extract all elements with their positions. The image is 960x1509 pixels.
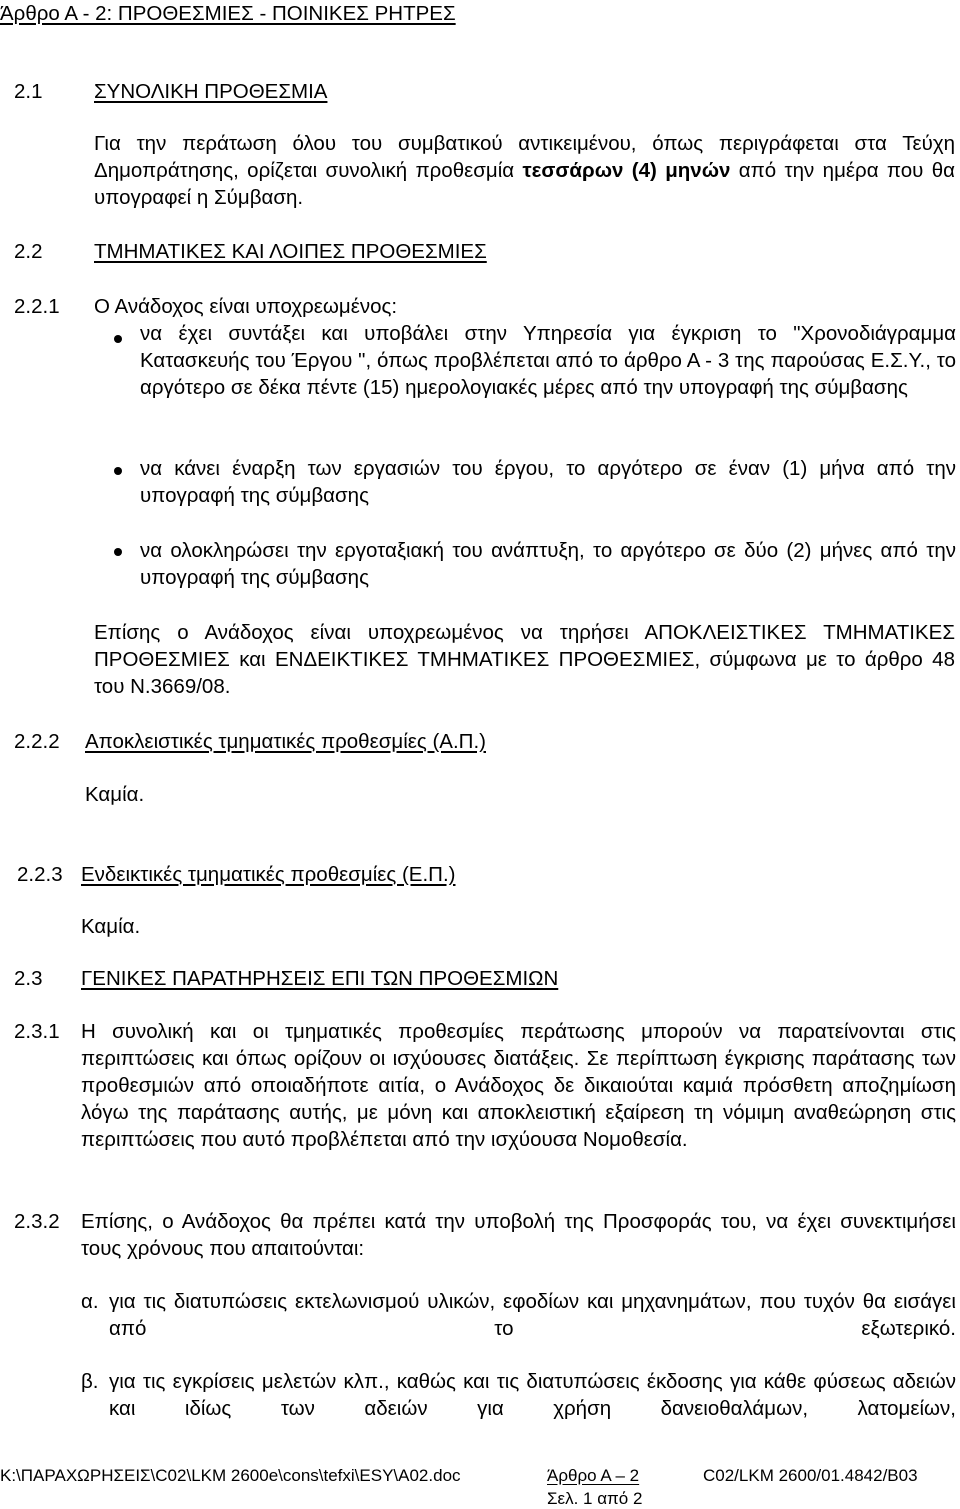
section-2-2-3-value: Καμία. [81,915,141,938]
section-2-1-paragraph [94,130,955,211]
section-2-3-number: 2.3 [14,967,43,990]
section-2-2-1-number: 2.2.1 [14,295,60,318]
section-2-1-heading: ΣΥΝΟΛΙΚΗ ΠΡΟΘΕΣΜΙΑ [94,80,328,103]
bullet-dot [114,467,122,475]
section-2-2-heading: ΤΜΗΜΑΤΙΚΕΣ ΚΑΙ ΛΟΙΠΕΣ ΠΡΟΘΕΣΜΙΕΣ [94,240,487,263]
section-2-1-number: 2.1 [14,80,43,103]
section-2-2-1-closing: Επίσης ο Ανάδοχος είναι υποχρεωμένος να τηρήσει ΑΠΟΚΛΕΙΣΤΙΚΕΣ ΤΜΗΜΑΤΙΚΕΣ ΠΡΟΘΕΣΜΙΕΣ και ΕΝΔΕΙΚΤΙΚΕΣ ΤΜΗΜΑΤΙΚΕΣ ΠΡΟΘΕΣΜΙΕΣ, σύμφωνα με το άρθρο 48 του Ν.3669/08. [94,621,955,698]
section-2-3-heading: ΓΕΝΙΚΕΣ ΠΑΡΑΤΗΡΗΣΕΙΣ ΕΠΙ ΤΩΝ ΠΡΟΘΕΣΜΙΩΝ [81,967,559,990]
section-2-2-2-heading: Αποκλειστικές τμηματικές προθεσμίες (Α.Π.) [85,730,486,753]
page-header-title: Άρθρο Α - 2: ΠΡΟΘΕΣΜΙΕΣ - ΠΟΙΝΙΚΕΣ ΡΗΤΡΕΣ [0,2,456,25]
section-2-2-3-number: 2.2.3 [17,863,63,886]
section-2-1-text-b: από την ημέρα που θα υπογραφεί η Σύμβαση. [94,159,956,209]
section-2-2-3-heading: Ενδεικτικές τμηματικές προθεσμίες (Ε.Π.) [81,863,456,886]
obligation-item-3: να ολοκληρώσει την εργοταξιακή του ανάπτυξη, το αργότερο σε δύο (2) μήνες από την υπογραφή της σύμβασης [140,539,956,589]
section-2-2-number: 2.2 [14,240,43,263]
obligation-item-1: να έχει συντάξει και υποβάλει στην Υπηρεσία για έγκριση το "Χρονοδιάγραμμα Κατασκευής του Έργου ", όπως προβλέπεται από το άρθρο Α - 3 της παρούσας Ε.Σ.Υ., το αργότερο σε δέκα πέντε (15) ημερολογιακές μέρες από την υπογραφή της σύμβασης [140,322,956,399]
section-2-3-1-paragraph: Η συνολική και οι τμηματικές προθεσμίες περάτωσης μπορούν να παρατείνονται στις περιπτώσεις και όπως ορίζουν οι ισχύουσες διατάξεις. Σε περίπτωση έγκρισης παράτασης των προθεσμιών από οποιαδήποτε αιτία, ο Ανάδοχος δε δικαιούται καμιά πρόσθετη αποζημίωση λόγω της παράτασης αυτής, με μόνη και αποκλειστική εξαίρεση τη νόμιμη αναθεώρηση στις περιπτώσεις που αυτό προβλέπεται από την ισχύουσα Νομοθεσία. [81,1020,956,1151]
footer-file-path: K:\ΠΑΡΑΧΩΡΗΣΕΙΣ\C02\LKM 2600e\cons\tefxi\ESY\A02.doc [0,1466,461,1485]
item-b-marker: β. [81,1370,99,1393]
item-b-text: για τις εγκρίσεις μελετών κλπ., καθώς και τις διατυπώσεις έκδοσης για κάθε φύσεως αδειών και ιδίως των αδειών για χρήση δανειοθαλάμων, λατομείων, [109,1370,956,1420]
footer-page-number: Σελ. 1 από 2 [547,1489,643,1508]
section-2-2-2-number: 2.2.2 [14,730,60,753]
section-2-2-2-value: Καμία. [85,783,145,806]
item-a-text: για τις διατυπώσεις εκτελωνισμού υλικών, εφοδίων και μηχανημάτων, που τυχόν θα εισάγει από το εξωτερικό. [109,1290,956,1340]
bullet-dot [114,335,122,343]
obligation-item-2: να κάνει έναρξη των εργασιών του έργου, το αργότερο σε έναν (1) μήνα από την υπογραφή της σύμβασης [140,457,956,507]
section-2-2-1-intro: Ο Ανάδοχος είναι υποχρεωμένος: [94,295,398,318]
section-2-3-1-number: 2.3.1 [14,1020,60,1043]
section-2-1-text-a: Για την περάτωση όλου του συμβατικού αντικειμένου, όπως περιγράφεται στα Τεύχη Δημοπράτησης, ορίζεται συνολική προθεσμία [94,132,955,182]
footer-document-code: C02/LKM 2600/01.4842/B03 [703,1466,918,1485]
bullet-dot [114,548,122,556]
section-2-3-2-number: 2.3.2 [14,1210,60,1233]
item-a-marker: α. [81,1290,99,1313]
footer-article: Άρθρο Α – 2 [547,1466,640,1485]
section-2-1-duration: τεσσάρων (4) μηνών [522,159,731,182]
section-2-3-2-paragraph: Επίσης, ο Ανάδοχος θα πρέπει κατά την υποβολή της Προσφοράς του, να έχει συνεκτιμήσει τους χρόνους που απαιτούνται: [81,1210,956,1260]
